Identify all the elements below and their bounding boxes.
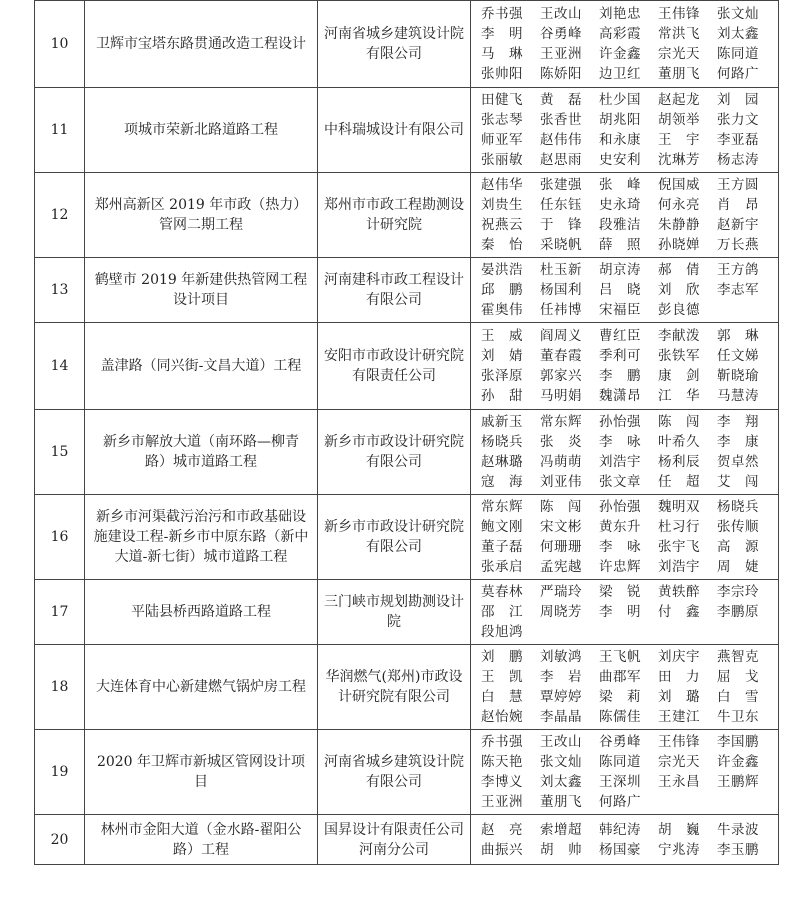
participant-name: 鲍文刚	[481, 519, 523, 535]
participant-name: 曹红臣	[599, 328, 641, 344]
participant-name: 李献泼	[658, 328, 700, 344]
project-name: 2020 年卫辉市新城区管网设计项目	[85, 730, 318, 815]
participant-name: 赵伟华	[481, 177, 523, 193]
project-name: 大连体育中心新建燃气锅炉房工程	[85, 645, 318, 730]
participant-name: 黄轶醉	[658, 584, 700, 600]
participant-name: 莫春林	[481, 584, 523, 600]
participant-name: 史安利	[599, 152, 641, 168]
participant-name: 李 鹏	[599, 368, 641, 384]
table-row	[35, 410, 779, 495]
participant-name: 张志琴	[481, 112, 523, 128]
participant-name: 乔书强	[481, 6, 523, 22]
participant-name: 李 康	[717, 434, 759, 450]
participant-name: 王 威	[481, 328, 523, 344]
participant-name: 赵新宇	[717, 217, 759, 233]
participant-name: 张承启	[481, 559, 523, 575]
participant-name: 张 炎	[540, 434, 582, 450]
participant-name: 胡 巍	[658, 821, 700, 838]
participant-name: 孙怡强	[599, 414, 641, 430]
participant-name: 赵 亮	[481, 821, 523, 838]
participant-name: 胡京涛	[599, 262, 641, 278]
row-number: 15	[35, 410, 85, 495]
participant-name: 常东辉	[540, 414, 582, 430]
participant-name: 晏洪浩	[481, 262, 523, 278]
participants-cell	[471, 88, 779, 173]
participant-name: 杜习行	[658, 519, 700, 535]
participant-name: 燕智克	[717, 649, 759, 665]
participants-grid	[481, 582, 772, 642]
participant-name: 田 力	[658, 669, 700, 685]
participant-name: 李宗玲	[717, 584, 759, 600]
participant-name: 杜玉新	[540, 262, 582, 278]
participant-name: 李晶晶	[540, 709, 582, 725]
design-organization: 华润燃气(郑州)市政设计研究院有限公司	[318, 645, 471, 730]
participant-name: 李 明	[481, 26, 523, 42]
project-name: 项城市荣新北路道路工程	[85, 88, 318, 173]
participant-name: 何路广	[717, 66, 759, 82]
participant-name: 乔书强	[481, 734, 523, 750]
participant-name: 杨志涛	[717, 152, 759, 168]
participant-name: 常东辉	[481, 499, 523, 515]
project-name: 林州市金阳大道（金水路-翟阳公路）工程	[85, 815, 318, 865]
row-number: 14	[35, 323, 85, 410]
participant-name: 李 咏	[599, 539, 641, 555]
participant-name: 陈娇阳	[540, 66, 582, 82]
table-row	[35, 1, 779, 88]
project-name: 新乡市河渠截污治污和市政基础设施建设工程-新乡市中原东路（新中大道-新七街）城市道路工程	[85, 495, 318, 580]
participant-name: 吕 晓	[599, 282, 641, 298]
participant-name: 牛卫东	[717, 709, 759, 725]
participant-name: 刘贵生	[481, 197, 523, 213]
participant-name: 魏潇昂	[599, 388, 641, 404]
participant-name: 张宇飞	[658, 539, 700, 555]
participant-name: 任祎博	[540, 302, 582, 318]
participant-name: 霍奥伟	[481, 302, 523, 318]
participants-grid	[481, 647, 772, 727]
table-row	[35, 815, 779, 865]
participant-name: 张铁军	[658, 348, 700, 364]
design-organization: 河南省城乡建筑设计院有限公司	[318, 1, 471, 88]
table-row	[35, 258, 779, 323]
participant-name: 许忠辉	[599, 559, 641, 575]
participant-name: 陈儒佳	[599, 709, 641, 725]
participant-name: 刘浩宇	[599, 454, 641, 470]
table-row	[35, 173, 779, 258]
participant-name: 常洪飞	[658, 26, 700, 42]
participant-name: 李 咏	[599, 434, 641, 450]
participant-name: 王改山	[540, 6, 582, 22]
participant-name: 张帅阳	[481, 66, 523, 82]
participant-name: 王改山	[540, 734, 582, 750]
participant-name: 何永亮	[658, 197, 700, 213]
participant-name: 刘 欣	[658, 282, 700, 298]
participant-name: 马明娟	[540, 388, 582, 404]
participant-name: 刘 园	[717, 92, 759, 108]
participant-name: 杨晓兵	[481, 434, 523, 450]
participant-name: 万长燕	[717, 237, 759, 253]
participant-name: 王亚洲	[481, 794, 523, 810]
participants-cell	[471, 645, 779, 730]
project-name: 盖津路（同兴街-文昌大道）工程	[85, 323, 318, 410]
participant-name: 杨晓兵	[717, 499, 759, 515]
participant-name: 李 岩	[540, 669, 582, 685]
participant-name: 董子磊	[481, 539, 523, 555]
participant-name: 张 峰	[599, 177, 641, 193]
participant-name: 宁兆涛	[658, 841, 700, 858]
participant-name: 马慧涛	[717, 388, 759, 404]
participants-cell	[471, 410, 779, 495]
row-number: 18	[35, 645, 85, 730]
participant-name: 胡兆阳	[599, 112, 641, 128]
participant-name: 魏明双	[658, 499, 700, 515]
participant-name: 王伟锋	[658, 6, 700, 22]
participant-name: 冯萌萌	[540, 454, 582, 470]
participants-cell	[471, 580, 779, 645]
participant-name: 周晓芳	[540, 604, 582, 620]
participants-grid	[481, 260, 772, 320]
design-organization: 新乡市市政设计研究院有限公司	[318, 410, 471, 495]
table-row	[35, 323, 779, 410]
participant-name: 曲郡军	[599, 669, 641, 685]
participant-name: 高 源	[717, 539, 759, 555]
participant-name: 王方圆	[717, 177, 759, 193]
participant-name: 张文灿	[717, 6, 759, 22]
participant-name: 刘 鹏	[481, 649, 523, 665]
participant-name: 康 剑	[658, 368, 700, 384]
participant-name: 陈天艳	[481, 754, 523, 770]
table-row	[35, 645, 779, 730]
design-organization: 新乡市市政设计研究院有限公司	[318, 495, 471, 580]
participant-name: 邵 江	[481, 604, 523, 620]
participant-name: 倪国威	[658, 177, 700, 193]
participant-name: 刘庆宇	[658, 649, 700, 665]
participant-name: 许金鑫	[717, 754, 759, 770]
participant-name: 赵琳璐	[481, 454, 523, 470]
design-organization: 郑州市市政工程勘测设计研究院	[318, 173, 471, 258]
table-row	[35, 495, 779, 580]
row-number: 11	[35, 88, 85, 173]
participant-name: 季利可	[599, 348, 641, 364]
participant-name: 赵起龙	[658, 92, 700, 108]
participant-name: 赵思雨	[540, 152, 582, 168]
participants-cell	[471, 815, 779, 865]
participant-name: 李 翔	[717, 414, 759, 430]
participants-cell	[471, 495, 779, 580]
participant-name: 孙晓婵	[658, 237, 700, 253]
participant-name: 胡领举	[658, 112, 700, 128]
participants-grid	[481, 326, 772, 406]
participant-name: 王鹏辉	[717, 774, 759, 790]
participant-name: 张传顺	[717, 519, 759, 535]
participant-name: 阎周义	[540, 328, 582, 344]
participant-name: 李博义	[481, 774, 523, 790]
participant-name: 宋文彬	[540, 519, 582, 535]
participants-cell	[471, 173, 779, 258]
participant-name: 贺卓然	[717, 454, 759, 470]
participant-name: 宗光天	[658, 754, 700, 770]
participant-name: 王亚洲	[540, 46, 582, 62]
participant-name: 王 宇	[658, 132, 700, 148]
participant-name: 覃婷婷	[540, 689, 582, 705]
participant-name: 赵伟伟	[540, 132, 582, 148]
participant-name: 王永昌	[658, 774, 700, 790]
participant-name: 许金鑫	[599, 46, 641, 62]
participants-grid	[481, 732, 772, 812]
participant-name: 黄东升	[599, 519, 641, 535]
participant-name: 董朋飞	[658, 66, 700, 82]
project-name: 新乡市解放大道（南环路—柳青路）城市道路工程	[85, 410, 318, 495]
participant-name: 刘太鑫	[717, 26, 759, 42]
participant-name: 任 超	[658, 474, 700, 490]
participant-name: 陈同道	[599, 754, 641, 770]
participant-name: 宗光天	[658, 46, 700, 62]
participant-name: 于 锋	[540, 217, 582, 233]
participant-name: 艾 闯	[717, 474, 759, 490]
row-number: 20	[35, 815, 85, 865]
participant-name: 段旭鸿	[481, 624, 523, 640]
participant-name: 师亚军	[481, 132, 523, 148]
participants-cell	[471, 323, 779, 410]
participant-name: 牛录波	[717, 821, 759, 838]
awards-table	[34, 0, 779, 865]
participant-name: 郭家兴	[540, 368, 582, 384]
participant-name: 张文灿	[540, 754, 582, 770]
participant-name: 王 凯	[481, 669, 523, 685]
participant-name: 史永琦	[599, 197, 641, 213]
participants-grid	[481, 497, 772, 577]
participant-name: 和永康	[599, 132, 641, 148]
participant-name: 任文娣	[717, 348, 759, 364]
row-number: 13	[35, 258, 85, 323]
participant-name: 李志军	[717, 282, 759, 298]
participant-name: 沈琳芳	[658, 152, 700, 168]
participant-name: 马 琳	[481, 46, 523, 62]
participants-cell	[471, 730, 779, 815]
participant-name: 张香世	[540, 112, 582, 128]
participant-name: 朱静静	[658, 217, 700, 233]
design-organization: 中科瑞城设计有限公司	[318, 88, 471, 173]
participant-name: 李 明	[599, 604, 641, 620]
participant-name: 周 婕	[717, 559, 759, 575]
participant-name: 杨国利	[540, 282, 582, 298]
participant-name: 张力文	[717, 112, 759, 128]
project-name: 卫辉市宝塔东路贯通改造工程设计	[85, 1, 318, 88]
participant-name: 王深圳	[599, 774, 641, 790]
project-name: 鹤壁市 2019 年新建供热管网工程设计项目	[85, 258, 318, 323]
participant-name: 胡 帅	[540, 841, 582, 858]
participant-name: 董朋飞	[540, 794, 582, 810]
participant-name: 李亚磊	[717, 132, 759, 148]
participant-name: 彭良德	[658, 302, 700, 318]
row-number: 10	[35, 1, 85, 88]
participant-name: 刘 婧	[481, 348, 523, 364]
participants-grid	[481, 175, 772, 255]
participant-name: 孙怡强	[599, 499, 641, 515]
participant-name: 刘艳忠	[599, 6, 641, 22]
participants-grid	[481, 4, 772, 84]
project-name: 平陆县桥西路道路工程	[85, 580, 318, 645]
table-row	[35, 580, 779, 645]
participant-name: 王飞帆	[599, 649, 641, 665]
row-number: 17	[35, 580, 85, 645]
participant-name: 何路广	[599, 794, 641, 810]
participant-name: 张文章	[599, 474, 641, 490]
participant-name: 梁 莉	[599, 689, 641, 705]
participant-name: 孟宪越	[540, 559, 582, 575]
participant-name: 谷勇峰	[540, 26, 582, 42]
participant-name: 张丽敏	[481, 152, 523, 168]
participant-name: 李鹏原	[717, 604, 759, 620]
participant-name: 王建江	[658, 709, 700, 725]
participant-name: 邱 鹏	[481, 282, 523, 298]
participant-name: 陈 闯	[658, 414, 700, 430]
row-number: 16	[35, 495, 85, 580]
participant-name: 刘 璐	[658, 689, 700, 705]
participant-name: 秦 怡	[481, 237, 523, 253]
participant-name: 董春霞	[540, 348, 582, 364]
participant-name: 王方鸽	[717, 262, 759, 278]
table-row	[35, 88, 779, 173]
participant-name: 杜少国	[599, 92, 641, 108]
participant-name: 郝 倩	[658, 262, 700, 278]
participant-name: 孙 甜	[481, 388, 523, 404]
participant-name: 白 慧	[481, 689, 523, 705]
participant-name: 任东钰	[540, 197, 582, 213]
participant-name: 赵怡婉	[481, 709, 523, 725]
participant-name: 宋福臣	[599, 302, 641, 318]
participant-name: 刘敏鸿	[540, 649, 582, 665]
participant-name: 索增超	[540, 821, 582, 838]
participants-grid	[481, 412, 772, 492]
participant-name: 采晓帆	[540, 237, 582, 253]
table-row	[35, 730, 779, 815]
design-organization: 安阳市市政设计研究院有限责任公司	[318, 323, 471, 410]
participant-name: 何珊珊	[540, 539, 582, 555]
row-number: 12	[35, 173, 85, 258]
participant-name: 黄 磊	[540, 92, 582, 108]
participant-name: 屈 戈	[717, 669, 759, 685]
participant-name: 田健飞	[481, 92, 523, 108]
participant-name: 寇 海	[481, 474, 523, 490]
participant-name: 祝燕云	[481, 217, 523, 233]
participant-name: 靳晓瑜	[717, 368, 759, 384]
participants-cell	[471, 258, 779, 323]
participant-name: 戚新玉	[481, 414, 523, 430]
participant-name: 叶希久	[658, 434, 700, 450]
participant-name: 刘浩宇	[658, 559, 700, 575]
participant-name: 陈 闯	[540, 499, 582, 515]
participants-cell	[471, 1, 779, 88]
participant-name: 杨国豪	[599, 841, 641, 858]
row-number: 19	[35, 730, 85, 815]
participant-name: 段雅洁	[599, 217, 641, 233]
participant-name: 付 鑫	[658, 604, 700, 620]
participant-name: 陈同道	[717, 46, 759, 62]
project-name: 郑州高新区 2019 年市政（热力）管网二期工程	[85, 173, 318, 258]
participant-name: 李国鹏	[717, 734, 759, 750]
participant-name: 韩纪涛	[599, 821, 641, 838]
design-organization: 三门峡市规划勘测设计院	[318, 580, 471, 645]
participant-name: 白 雪	[717, 689, 759, 705]
participant-name: 刘亚伟	[540, 474, 582, 490]
participant-name: 梁 锐	[599, 584, 641, 600]
participant-name: 肖 昂	[717, 197, 759, 213]
participant-name: 张泽原	[481, 368, 523, 384]
participant-name: 边卫红	[599, 66, 641, 82]
participant-name: 张建强	[540, 177, 582, 193]
participant-name: 江 华	[658, 388, 700, 404]
design-organization: 国昇设计有限责任公司河南分公司	[318, 815, 471, 865]
participant-name: 薛 照	[599, 237, 641, 253]
participant-name: 曲振兴	[481, 841, 523, 858]
participant-name: 王伟锋	[658, 734, 700, 750]
participant-name: 谷勇峰	[599, 734, 641, 750]
design-organization: 河南省城乡建筑设计院有限公司	[318, 730, 471, 815]
participant-name: 高彩霞	[599, 26, 641, 42]
participants-grid	[481, 90, 772, 170]
participant-name: 严瑞玲	[540, 584, 582, 600]
participant-name: 杨利辰	[658, 454, 700, 470]
participant-name: 刘太鑫	[540, 774, 582, 790]
participants-grid	[481, 820, 772, 860]
participant-name: 李玉鹏	[717, 841, 759, 858]
participant-name: 郭 琳	[717, 328, 759, 344]
design-organization: 河南建科市政工程设计有限公司	[318, 258, 471, 323]
